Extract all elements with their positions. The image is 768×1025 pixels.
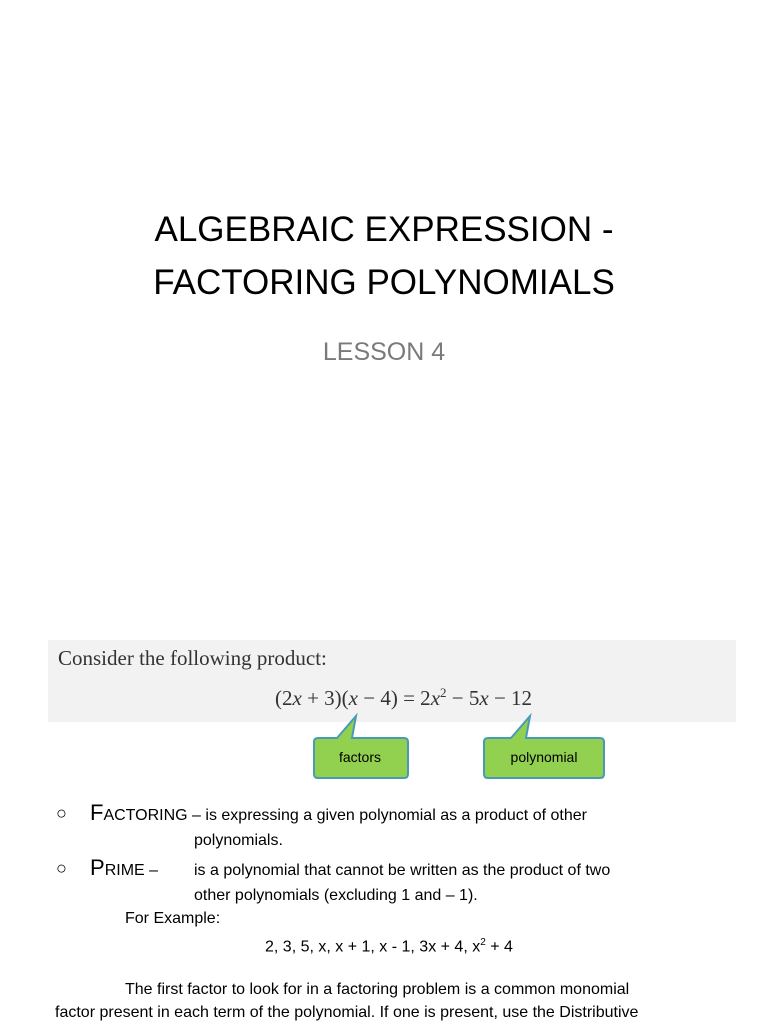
polynomial-callout-shape: [484, 716, 604, 778]
term-prime: PRIME –: [90, 855, 159, 880]
term-factoring: FACTORING – is expressing a given polynomial as a product of other: [90, 800, 587, 825]
factors-callout-shape: [314, 716, 408, 778]
prime-examples-list: 2, 3, 5, x, x + 1, x - 1, 3x + 4, $x^2 + 4$: [265, 937, 513, 956]
for-example-label: For Example:: [125, 910, 221, 927]
bullet-prime: ○: [56, 858, 67, 878]
polynomial-callout-label: polynomial: [510, 749, 578, 765]
paragraph-line-1: The first factor to look for in a factoring problem is a common monomial: [125, 981, 630, 998]
paragraph-line-2: factor present in each term of the polynomial. If one is present, use the Distributive: [55, 1004, 639, 1021]
title-line-1: ALGEBRAIC EXPRESSION -: [154, 210, 614, 249]
prime-definition-line-1: is a polynomial that cannot be written as the product of two: [194, 862, 611, 879]
factors-callout-label: factors: [338, 749, 381, 765]
slide-subtitle: LESSON 4: [322, 338, 446, 366]
factoring-definition-cont: polynomials.: [194, 832, 283, 849]
consider-text: Consider the following product:: [58, 646, 327, 670]
prime-definition-line-2: other polynomials (excluding 1 and – 1).: [194, 887, 478, 904]
bullet-factoring: ○: [56, 803, 67, 823]
product-equation: $(2x + 3)(x - 4) = 2x^2 - 5x - 12$: [275, 685, 533, 710]
title-line-2: FACTORING POLYNOMIALS: [153, 263, 615, 302]
